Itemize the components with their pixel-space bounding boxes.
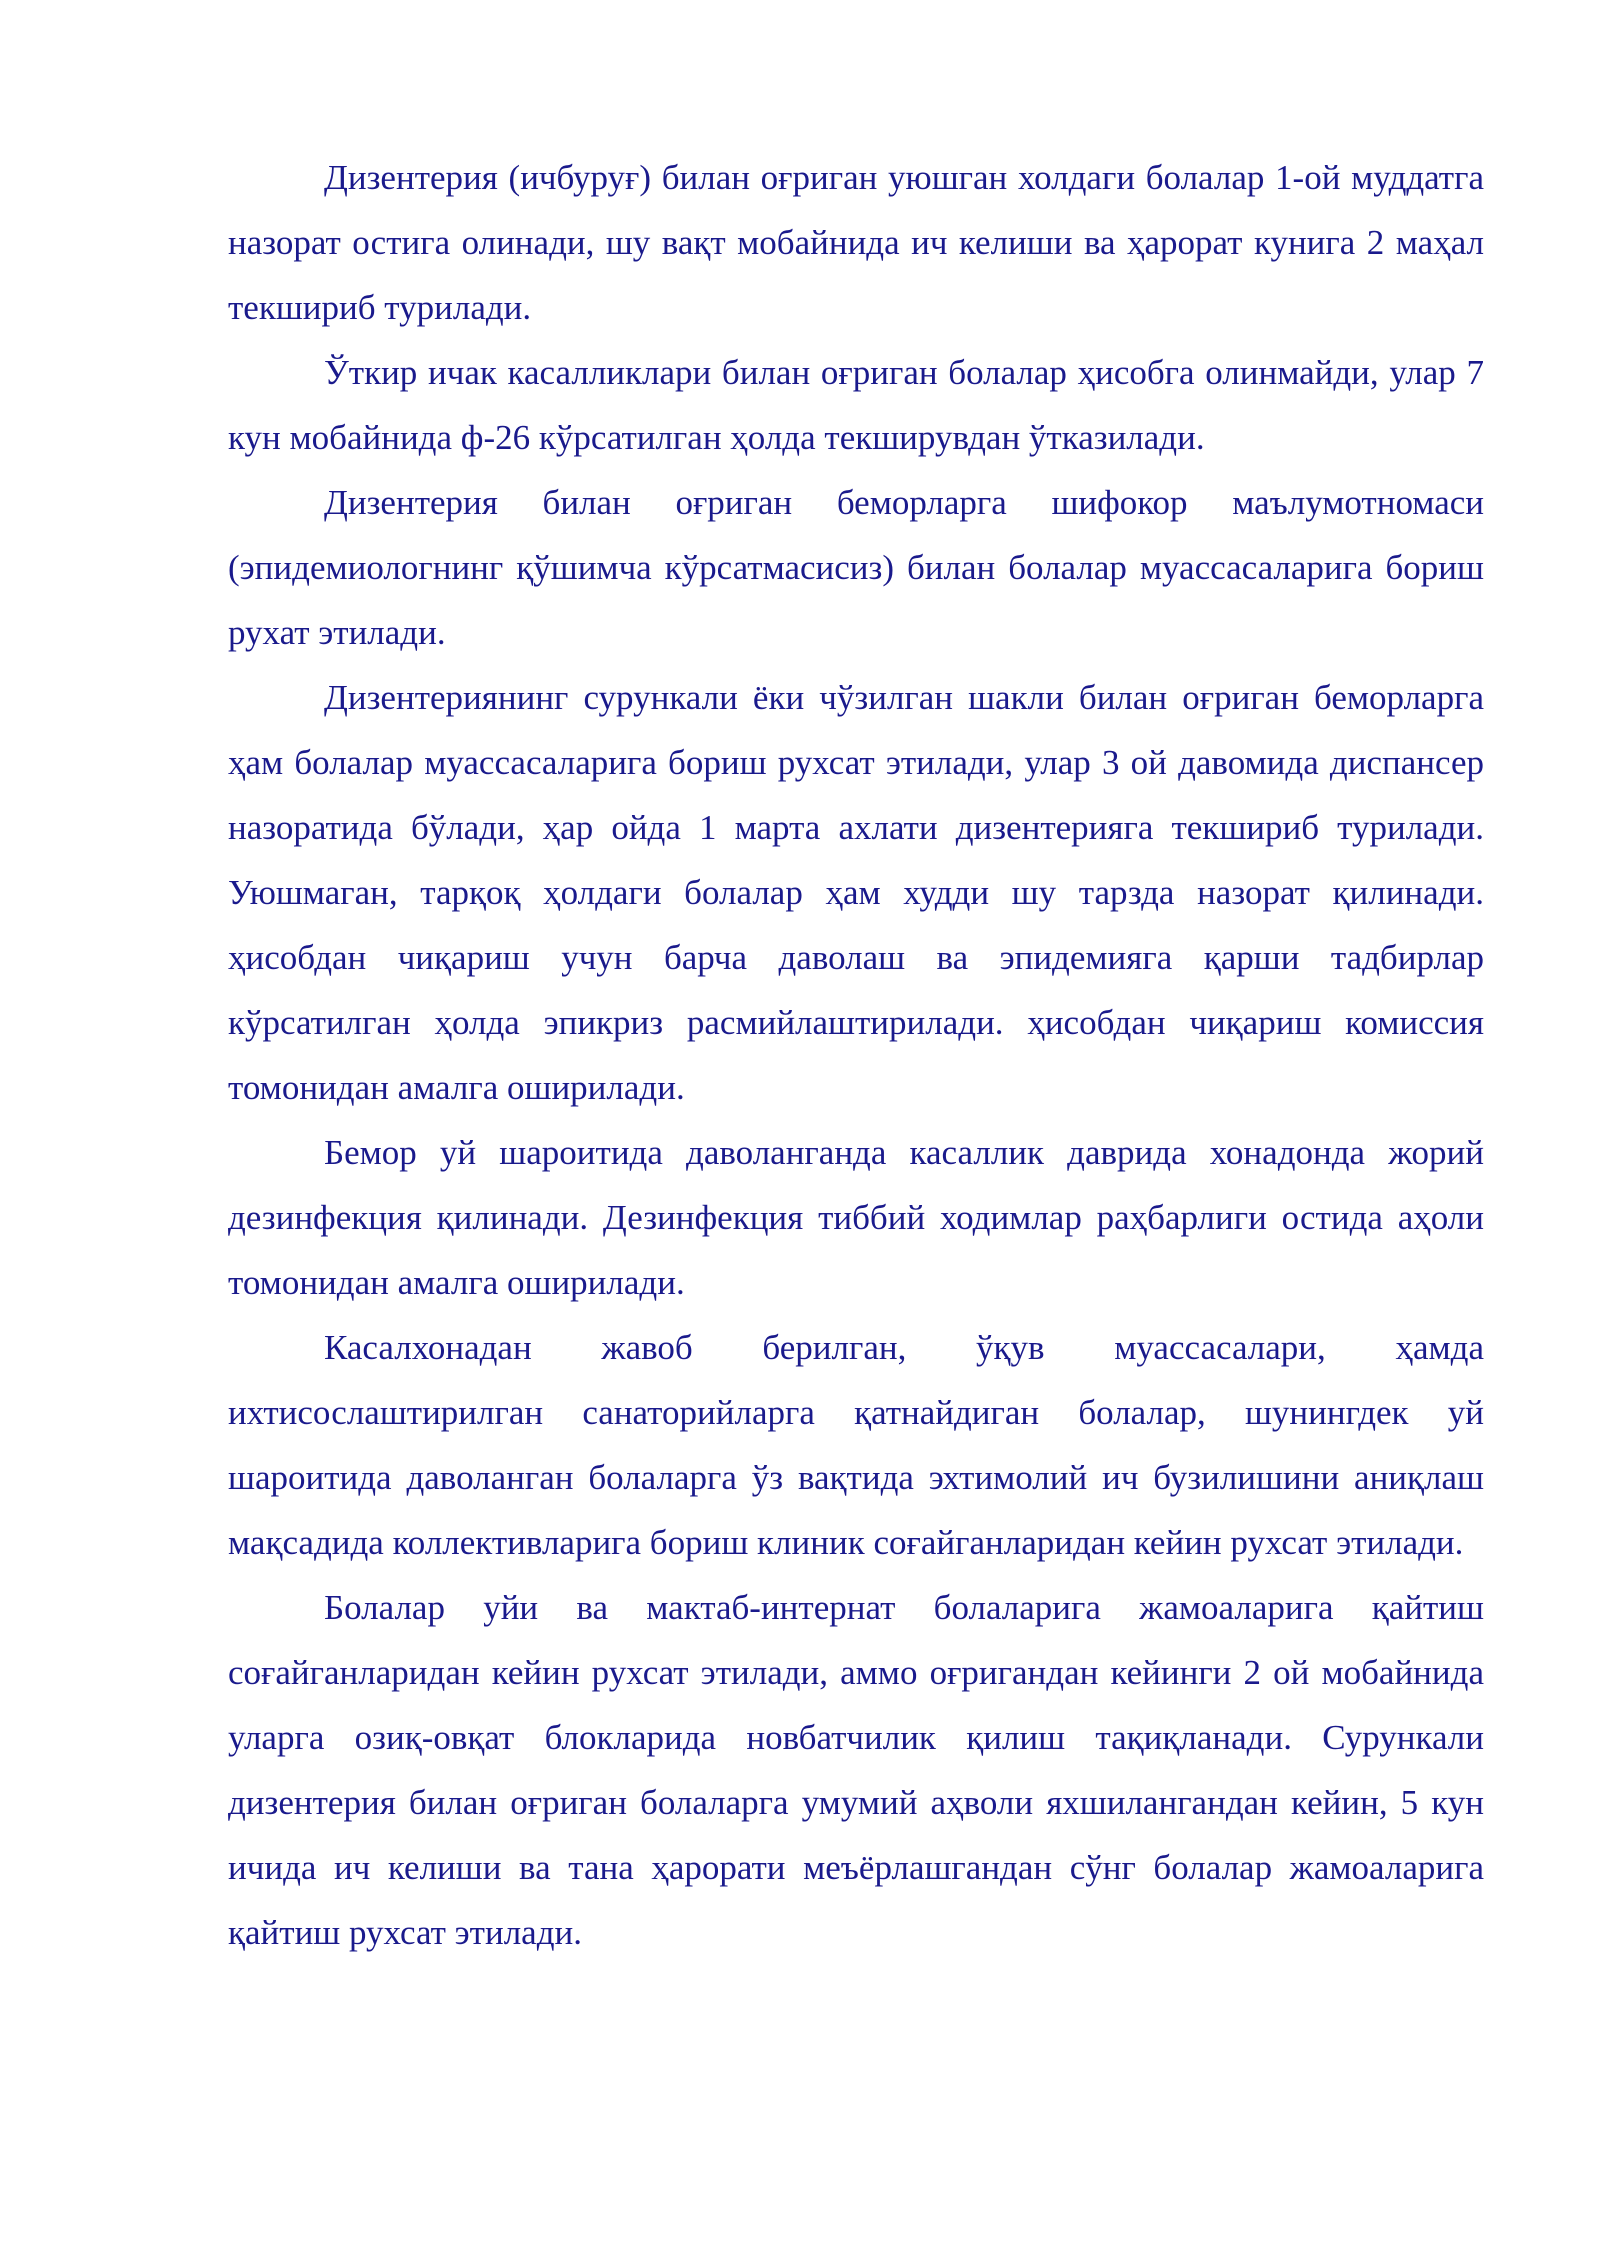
- paragraph-3: Дизентерия билан оғриган беморларга шифокор маълумотномаси (эпидемиологнинг қўшимча кўрсатмасисиз) билан болалар муассасаларига бориш рухат этилади.: [228, 483, 1484, 652]
- paragraph-6: Касалхонадан жавоб берилган, ўқув муассасалари, ҳамда ихтисослаштирилган санаторийларга қатнайдиган болалар, шунингдек уй шароитида даволанган болаларга ўз вақтида эхтимолий ич бузилишини аниқлаш мақсадида коллективларига бориш клиник соғайганларидан кейин рухсат этилади.: [228, 1328, 1484, 1562]
- document-page: [228, 145, 1484, 1965]
- paragraph-7: Болалар уйи ва мактаб-интернат болаларига жамоаларига қайтиш соғайганларидан кейин рухсат этилади, аммо оғригандан кейинги 2 ой мобайнида уларга озиқ-овқат блокларида новбатчилик қилиш тақиқланади. Сурункали дизентерия билан оғриган болаларга умумий аҳволи яхшилангандан кейин, 5 кун ичида ич келиши ва тана ҳарорати меъёрлашгандан сўнг болалар жамоаларига қайтиш рухсат этилади.: [228, 1588, 1484, 1952]
- paragraph-1: Дизентерия (ичбуруғ) билан оғриган уюшган холдаги болалар 1-ой муддатга назорат остига олинади, шу вақт мобайнида ич келиши ва ҳарорат кунига 2 маҳал текшириб турилади.: [228, 158, 1484, 327]
- paragraph-2: Ўткир ичак касалликлари билан оғриган болалар ҳисобга олинмайди, улар 7 кун мобайнида ф-26 кўрсатилган ҳолда текширувдан ўтказилади.: [228, 353, 1484, 457]
- paragraph-5: Бемор уй шароитида даволанганда касаллик даврида хонадонда жорий дезинфекция қилинади. Дезинфекция тиббий ходимлар раҳбарлиги остида аҳоли томонидан амалга оширилади.: [228, 1133, 1484, 1302]
- paragraph-4: Дизентериянинг сурункали ёки чўзилган шакли билан оғриган беморларга ҳам болалар муассасаларига бориш рухсат этилади, улар 3 ой давомида диспансер назоратида бўлади, ҳар ойда 1 марта ахлати дизентерияга текшириб турилади. Уюшмаган, тарқоқ ҳолдаги болалар ҳам худди шу тарзда назорат қилинади. ҳисобдан чиқариш учун барча даволаш ва эпидемияга қарши тадбирлар кўрсатилган ҳолда эпикриз расмийлаштирилади. ҳисобдан чиқариш комиссия томонидан амалга оширилади.: [228, 678, 1484, 1107]
